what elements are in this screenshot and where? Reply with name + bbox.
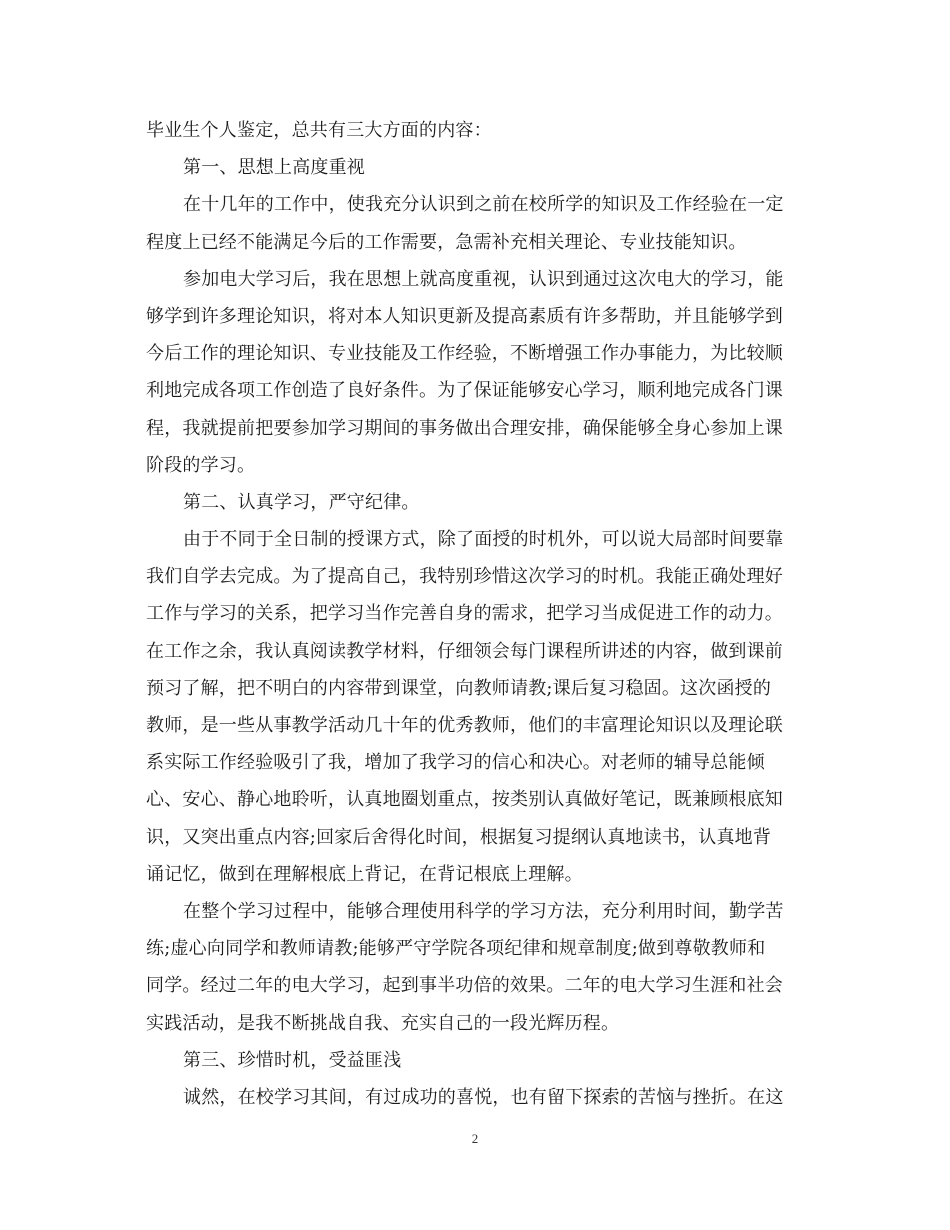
text-line: 在整个学习过程中，能够合理使用科学的学习方法，充分利用时间，勤学苦 [183,900,784,922]
text-line: 够学到许多理论知识，将对本人知识更新及提高素质有许多帮助，并且能够学到 [146,305,783,327]
text-line: 程，我就提前把要参加学习期间的事务做出合理安排，确保能够全身心参加上课 [146,417,783,439]
section-heading: 第二、认真学习，严守纪律。 [183,491,420,513]
text-line: 在十几年的工作中，使我充分认识到之前在校所学的知识及工作经验在一定 [183,194,784,216]
section-heading: 第一、思想上高度重视 [183,157,365,179]
text-line: 今后工作的理论知识、专业技能及工作经验，不断增强工作办事能力，为比较顺 [146,343,783,365]
text-line: 在工作之余，我认真阅读教学材料，仔细领会每门课程所讲述的内容，做到课前 [146,640,783,662]
section-heading: 第三、珍惜时机，受益匪浅 [183,1049,402,1071]
document-body [146,112,806,1116]
text-line: 利地完成各项工作创造了良好条件。为了保证能够安心学习，顺利地完成各门课 [146,380,783,402]
text-line: 由于不同于全日制的授课方式，除了面授的时机外，可以说大局部时间要靠 [183,529,784,551]
text-line: 诵记忆，做到在理解根底上背记，在背记根底上理解。 [146,863,583,885]
text-line: 心、安心、静心地聆听，认真地圈划重点，按类别认真做好笔记，既兼顾根底知 [146,789,783,811]
text-line: 识，又突出重点内容;回家后舍得化时间，根据复习提纲认真地读书，认真地背 [146,826,772,848]
text-line: 练;虚心向同学和教师请教;能够严守学院各项纪律和规章制度;做到尊敬教师和 [146,938,766,960]
text-line: 诚然，在校学习其间，有过成功的喜悦，也有留下探索的苦恼与挫折。在这 [183,1086,784,1108]
page-number: 2 [471,1131,479,1146]
text-line: 同学。经过二年的电大学习，起到事半功倍的效果。二年的电大学习生涯和社会 [146,975,783,997]
text-line: 教师，是一些从事教学活动几十年的优秀教师，他们的丰富理论知识以及理论联 [146,715,783,736]
text-line: 预习了解，把不明白的内容带到课堂，向教师请教;课后复习稳固。这次函授的 [146,677,772,699]
text-line: 阶段的学习。 [146,454,256,476]
text-line: 程度上已经不能满足今后的工作需要，急需补充相关理论、专业技能知识。 [146,231,747,253]
text-line: 参加电大学习后，我在思想上就高度重视，认识到通过这次电大的学习，能 [183,268,784,290]
text-line: 工作与学习的关系，把学习当作完善自身的需求，把学习当成促进工作的动力。 [146,603,783,625]
text-line: 系实际工作经验吸引了我，增加了我学习的信心和决心。对老师的辅导总能倾 [146,752,765,774]
text-line: 毕业生个人鉴定，总共有三大方面的内容： [146,120,492,141]
text-line: 实践活动，是我不断挑战自我、充实自己的一段光辉历程。 [146,1012,620,1034]
text-line: 我们自学去完成。为了提高自己，我特别珍惜这次学习的时机。我能正确处理好 [146,566,783,588]
